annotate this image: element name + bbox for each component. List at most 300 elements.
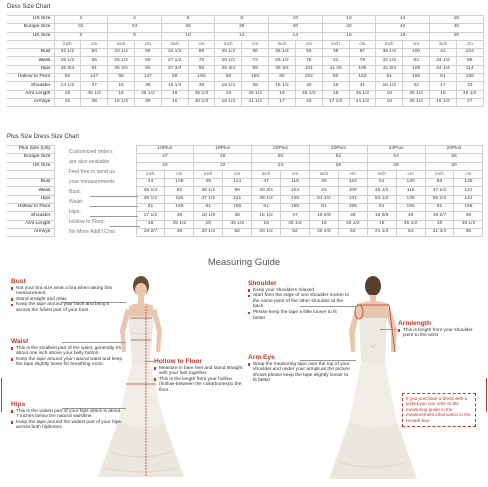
table-cell: 39 1/2 [376, 49, 403, 57]
table-row [7, 98, 483, 106]
bust-list [11, 286, 123, 314]
table-cell: 15 1/3 [108, 98, 135, 106]
row-label: UK Size [7, 162, 54, 170]
row-label: UK Size [7, 32, 54, 40]
unit-cell: cm [396, 170, 425, 178]
table-cell: 83 [403, 57, 430, 65]
table-cell: 15 1/4 [215, 82, 242, 90]
table-cell: 45 1/2 [456, 90, 483, 98]
table-cell: 52 [281, 228, 310, 236]
table-cell: 45 1/2 [281, 220, 310, 228]
table-cell: 18 [429, 90, 456, 98]
size-cell: 24Plus [367, 146, 425, 154]
bust-item: Keep the tape around your back and bring it across the fullest part of your bust [11, 302, 123, 313]
table-cell: 109 [338, 187, 367, 195]
table-cell: 18 1/2 [252, 212, 281, 220]
size-cell: 44 [376, 24, 430, 32]
hollow-section [154, 359, 248, 394]
unit-cell: cm [81, 40, 108, 48]
armeye-heading: Arm Eye [248, 354, 275, 361]
bust-heading: Bust [11, 278, 26, 285]
table-cell: 46 [223, 212, 252, 220]
size-cell: 16 [429, 16, 483, 24]
size-cell: 8 [215, 16, 269, 24]
table-cell: 45 1/2 [242, 90, 269, 98]
table-cell: 26 1/2 [108, 57, 135, 65]
unit-cell: cm [456, 40, 483, 48]
table-cell: 97 [349, 49, 376, 57]
note-line: Customized orders [69, 149, 113, 155]
left-side-mark [1, 378, 2, 412]
row-label: Bust [7, 179, 54, 187]
table-cell: 14 1/2 [54, 82, 81, 90]
table-cell: 39 [134, 98, 161, 106]
table-cell: 35 3/4 [54, 65, 81, 73]
size-cell: 12 [215, 32, 269, 40]
table-cell: 53 [338, 228, 367, 236]
shoulder-item: Keep your shoulders relaxed [248, 288, 350, 294]
size-cell: 48 [194, 154, 252, 162]
table-cell: 58 [54, 74, 81, 82]
row-label: Hips [7, 195, 54, 203]
table-cell: 32 1/2 [54, 49, 81, 57]
unit-cell: cm [165, 170, 194, 178]
note-line: Bust: [69, 189, 81, 195]
hips-section [11, 402, 123, 431]
measuring-guide-title: Measuring Guide [207, 257, 281, 268]
hollow-item: Measure in bare feet and stand straight with your feet together. [154, 366, 248, 377]
table-cell: 45 1/2 [396, 220, 425, 228]
size-cell: 12 [322, 16, 376, 24]
table-cell: 119 [281, 179, 310, 187]
unit-cell: cm [242, 40, 269, 48]
table-cell: 31 [322, 57, 349, 65]
unit-cell: cm [454, 170, 483, 178]
table-cell: 47 1/2 [194, 195, 223, 203]
size-cell: 47 [136, 154, 194, 162]
armlength-heading: Armlength [398, 320, 431, 327]
unit-cell: inch [376, 40, 403, 48]
dress-size-chart [7, 15, 484, 107]
table-cell: 45 1/2 [81, 90, 108, 98]
row-label: Armsye [7, 228, 54, 236]
table-cell: 131 [338, 195, 367, 203]
shoulder-item: Please keep the tape a little looser to fit better [248, 310, 350, 321]
table-cell: 18 8/9 [367, 212, 396, 220]
size-cell: 40 [269, 24, 323, 32]
table-cell: 109 [403, 65, 430, 73]
table-cell: 27 1/2 [161, 57, 188, 65]
table-cell: 38 1/2 [194, 187, 223, 195]
table-cell: 61 [252, 204, 281, 212]
table-cell: 61 [309, 204, 338, 212]
unit-cell: inch [425, 170, 454, 178]
table-cell: 61 [376, 74, 403, 82]
unit-cell: inch [269, 40, 296, 48]
table-cell: 34 1/2 [161, 49, 188, 57]
table-cell: 47 1/2 [425, 187, 454, 195]
table-cell: 155 [165, 204, 194, 212]
table-cell: 47 [281, 212, 310, 220]
table-cell: 18 [215, 90, 242, 98]
size-cell: 54 [367, 154, 425, 162]
row-label: Hips [7, 65, 54, 73]
table-cell: 98 [223, 187, 252, 195]
table-cell: 21 3/4 [425, 228, 454, 236]
table-cell: 101 [295, 65, 322, 73]
table-cell: 61 [136, 204, 165, 212]
table-cell: 90 [242, 49, 269, 57]
table-cell: 15 [54, 98, 81, 106]
unit-cell: cm [134, 40, 161, 48]
table-cell: 36 1/2 [269, 49, 296, 57]
table-row [7, 65, 483, 73]
table-cell: 18 8/9 [309, 212, 338, 220]
size-cell: 8 [108, 32, 162, 40]
header-row [7, 16, 483, 24]
table-cell: 17 [429, 82, 456, 90]
table-cell: 45 [194, 179, 223, 187]
table-cell: 60 [322, 74, 349, 82]
row-label: Waist [7, 187, 54, 195]
table-cell: 116 [165, 195, 194, 203]
table-cell: 36 1/4 [136, 187, 165, 195]
row-label: Europe Size [7, 154, 54, 162]
table-cell: 49 [454, 212, 483, 220]
table-cell: 37 3/4 [161, 65, 188, 73]
table-cell: 38 3/4 [215, 65, 242, 73]
table-cell: 48 [396, 212, 425, 220]
unit-cell: inch [322, 40, 349, 48]
table-cell: 121 [454, 187, 483, 195]
note-line: Waist: [69, 199, 84, 205]
table-cell: 65 [81, 57, 108, 65]
shoulder-heading: Shoulder [248, 280, 277, 287]
table-cell: 147 [81, 74, 108, 82]
table-cell: 42 3/4 [376, 65, 403, 73]
unit-cell: inch [215, 40, 242, 48]
table-cell: 17 1/2 [322, 98, 349, 106]
table-cell: 45 1/2 [338, 220, 367, 228]
table-cell: 45 1/2 [165, 220, 194, 228]
armlength-section [398, 321, 482, 339]
bust-item: Not your bra size,wear a bra when taking this measurement. [11, 286, 123, 297]
table-cell: 47 [456, 98, 483, 106]
table-cell: 45 1/2 [295, 90, 322, 98]
size-cell: 10 [269, 16, 323, 24]
table-cell: 91 [81, 65, 108, 73]
table-cell: 152 [295, 74, 322, 82]
unit-cell: inch [54, 40, 81, 48]
waist-item: Keep the tape around your natural waist and keep the tape slightly loose for breathing room. [11, 357, 123, 368]
note-fill-line [90, 206, 138, 207]
unit-cell: inch [309, 170, 338, 178]
table-cell: 41 25 [322, 65, 349, 73]
size-cell: 2 [54, 16, 108, 24]
plus-size-chart-title: Plus Size Dress Size Chart [7, 134, 80, 140]
table-row [7, 57, 483, 65]
table-cell: 18 [252, 220, 281, 228]
table-cell: 72 [242, 57, 269, 65]
table-cell: 96 [188, 65, 215, 73]
size-cell: 50 [252, 154, 310, 162]
row-label: US Size [7, 16, 54, 24]
armlength-item: This is length from your shoulder point to the wrist [398, 328, 482, 339]
size-cell: 14 [269, 32, 323, 40]
table-cell: 60 [269, 74, 296, 82]
note-line: No More Addt'l Cost [69, 229, 115, 235]
table-cell: 58 [108, 74, 135, 82]
table-cell: 152 [349, 74, 376, 82]
table-cell: 18 [54, 90, 81, 98]
table-cell: 155 [281, 204, 310, 212]
unit-cell: inch [136, 170, 165, 178]
unit-row [7, 40, 483, 48]
note-line: your measurements [69, 179, 115, 185]
table-cell: 45 1/2 [188, 90, 215, 98]
size-cell: 22Plus [309, 146, 367, 154]
bust-item: Stand straight and relax [11, 297, 123, 303]
table-cell: 155 [456, 74, 483, 82]
note-fill-line [110, 226, 140, 227]
size-cell: 16 [322, 32, 376, 40]
size-cell: 32 [54, 24, 108, 32]
size-cell: 28 [367, 162, 425, 170]
table-cell: 136 [396, 195, 425, 203]
table-cell: 15 1/2 [269, 82, 296, 90]
size-cell: 20 [429, 32, 483, 40]
table-cell: 29 1/2 [269, 57, 296, 65]
unit-cell: inch [429, 40, 456, 48]
table-cell: 85 [134, 49, 161, 57]
table-cell: 15 1/4 [161, 82, 188, 90]
table-cell: 16 1/3 [215, 98, 242, 106]
table-cell: 18 [376, 90, 403, 98]
size-cell: 18 [376, 32, 430, 40]
table-cell: 53 1/2 [367, 195, 396, 203]
table-cell: 49 [165, 228, 194, 236]
size-cell: 14 [376, 16, 430, 24]
header-row [7, 24, 483, 32]
size-cell: 6 [54, 32, 108, 40]
unit-cell: cm [338, 170, 367, 178]
table-cell: 51 1/2 [309, 195, 338, 203]
table-cell: 20 1/2 [252, 228, 281, 236]
table-cell: 92 [165, 187, 194, 195]
table-row [7, 90, 483, 98]
table-cell: 54 [396, 228, 425, 236]
note-line: are also available. [69, 159, 111, 165]
table-cell: 44 1/4 [429, 65, 456, 73]
table-cell: 150 [188, 74, 215, 82]
table-cell: 114 [223, 179, 252, 187]
notes-gap [54, 204, 136, 212]
table-cell: 16 1/2 [376, 82, 403, 90]
note-fill-line [90, 216, 138, 217]
table-cell: 34 1/2 [429, 57, 456, 65]
table-cell: 18 [425, 220, 454, 228]
table-row [7, 74, 483, 82]
table-cell: 43 [295, 98, 322, 106]
unit-cell: inch [194, 170, 223, 178]
table-cell: 18 [322, 90, 349, 98]
armeye-item: Wrap the measuring tape over the top of your shoulder and under your armpit,as the picture shows please keep the tape slightly looser to fit better [248, 362, 350, 384]
table-cell: 32 1/2 [376, 57, 403, 65]
table-cell: 61 [425, 204, 454, 212]
row-label: Bust [7, 49, 54, 57]
right-side-mark [486, 378, 487, 412]
table-cell: 114 [456, 65, 483, 73]
row-label: Waist [7, 57, 54, 65]
table-cell: 18 1/9 [194, 212, 223, 220]
table-cell: 49 [309, 179, 338, 187]
table-cell: 39 3/4 [269, 65, 296, 73]
unit-cell: cm [188, 40, 215, 48]
size-cell: 52 [309, 154, 367, 162]
note-fill-line [90, 196, 138, 197]
table-cell: 150 [242, 74, 269, 82]
size-cell: 20 [136, 162, 194, 170]
table-cell: 38 [322, 49, 349, 57]
size-cell: 22 [194, 162, 252, 170]
table-cell: 49 1/2 [252, 195, 281, 203]
table-cell: 41 1/2 [242, 98, 269, 106]
hips-item: This is the widest part of your hips which is about 7 inches below the natural waistline. [11, 409, 123, 420]
row-label [7, 170, 54, 178]
size-cell: 4 [108, 16, 162, 24]
unit-cell: cm [295, 40, 322, 48]
table-cell: 68 [134, 57, 161, 65]
table-cell: 47 [252, 179, 281, 187]
table-cell: 126 [281, 195, 310, 203]
table-cell: 59 [215, 74, 242, 82]
table-cell: 45 1/2 [136, 195, 165, 203]
unit-cell: cm [223, 170, 252, 178]
table-cell: 40 [295, 82, 322, 90]
table-cell: 104 [281, 187, 310, 195]
unit-cell: inch [367, 170, 396, 178]
size-cell: 24 [252, 162, 310, 170]
table-cell: 124 [338, 179, 367, 187]
table-cell: 45 [165, 212, 194, 220]
waist-item: This is the smallest part of the waist, generally it's about one inch above your belly button. [11, 346, 123, 357]
size-cell: 46 [429, 24, 483, 32]
table-cell: 39 [188, 82, 215, 90]
bust-section [11, 279, 123, 314]
waist-section [11, 339, 123, 368]
table-cell: 18 [136, 220, 165, 228]
armlength-leader-line [380, 329, 396, 330]
table-cell: 41 [349, 82, 376, 90]
table-cell: 45 1/2 [367, 187, 396, 195]
table-cell: 15 [108, 82, 135, 90]
table-cell: 42 [403, 82, 430, 90]
size-cell: 34 [108, 24, 162, 32]
hollow-item: This is the length from your hollow (hollow-between the collarbones)to the floor. [154, 377, 248, 394]
table-cell: 18 [194, 220, 223, 228]
table-cell: 75 [295, 57, 322, 65]
table-cell: 18 [269, 90, 296, 98]
table-cell: 100 [403, 49, 430, 57]
table-cell: 45 1/2 [223, 220, 252, 228]
dress-size-chart-title: Dess Size Chart [7, 4, 51, 10]
row-label: Plus Size (US) [7, 146, 54, 154]
table-cell: 130 [396, 179, 425, 187]
table-cell: 70 [188, 57, 215, 65]
table-cell: 18 [376, 98, 403, 106]
row-label [7, 40, 54, 48]
table-cell: 99 [242, 65, 269, 73]
table-cell: 92 [134, 65, 161, 73]
jacket-tip-box: If you purchase a dress with a jacket,you can refer to the measuring guide in the measurement information in the remark box. [402, 393, 476, 427]
table-cell: 59 [161, 74, 188, 82]
row-label: Armsye [7, 98, 54, 106]
table-cell: 33 1/2 [108, 49, 135, 57]
table-cell: 40 1/2 [188, 98, 215, 106]
table-cell: 45 1/2 [403, 90, 430, 98]
table-cell: 28 1/2 [215, 57, 242, 65]
table-cell: 105 [349, 65, 376, 73]
table-cell: 45 1/2 [403, 98, 430, 106]
table-cell: 38 [81, 98, 108, 106]
table-cell: 155 [403, 74, 430, 82]
unit-cell: inch [108, 40, 135, 48]
table-cell: 19 2/7 [425, 212, 454, 220]
table-cell: 43 [309, 187, 338, 195]
row-label: Hollow to Floor [7, 204, 54, 212]
size-cell: 38 [215, 24, 269, 32]
table-cell: 18 [367, 220, 396, 228]
table-row [7, 49, 483, 57]
table-cell: 109 [165, 179, 194, 187]
header-row [7, 32, 483, 40]
size-cell: 56 [425, 154, 483, 162]
hips-list [11, 409, 123, 431]
unit-cell: cm [349, 40, 376, 48]
table-cell: 38 [134, 82, 161, 90]
table-cell: 43 [136, 179, 165, 187]
row-label: Shoulder [7, 82, 54, 90]
table-row [7, 82, 483, 90]
row-label: Arm Length [7, 220, 54, 228]
hips-heading: Hips [11, 401, 26, 408]
table-cell: 52 [223, 228, 252, 236]
table-cell: 88 [456, 57, 483, 65]
table-cell: 39 [242, 82, 269, 90]
table-cell: 18 [161, 90, 188, 98]
table-cell: 55 1/2 [425, 195, 454, 203]
table-cell: 121 [223, 195, 252, 203]
waist-list [11, 346, 123, 368]
armeye-section [248, 355, 350, 384]
table-cell: 155 [454, 204, 483, 212]
hollow-list [154, 366, 248, 394]
table-cell: 35 1/2 [215, 49, 242, 57]
table-cell: 61 [194, 204, 223, 212]
table-cell: 53 [425, 179, 454, 187]
row-label: Arm Length [7, 90, 54, 98]
note-line: Hollow to Floor: [69, 219, 106, 225]
table-cell: 35 3/4 [108, 65, 135, 73]
table-cell: 61 [429, 74, 456, 82]
row-label: Europe Size [7, 24, 54, 32]
table-cell: 155 [396, 204, 425, 212]
hips-item: Keep the tape around the widest part of your hips-across both hipbones. [11, 420, 123, 431]
note-line: Feel free to send us [69, 169, 115, 175]
size-cell: 26Plus [425, 146, 483, 154]
hollow-heading: Hollow to Floor [154, 358, 202, 365]
table-cell: 21 1/4 [367, 228, 396, 236]
